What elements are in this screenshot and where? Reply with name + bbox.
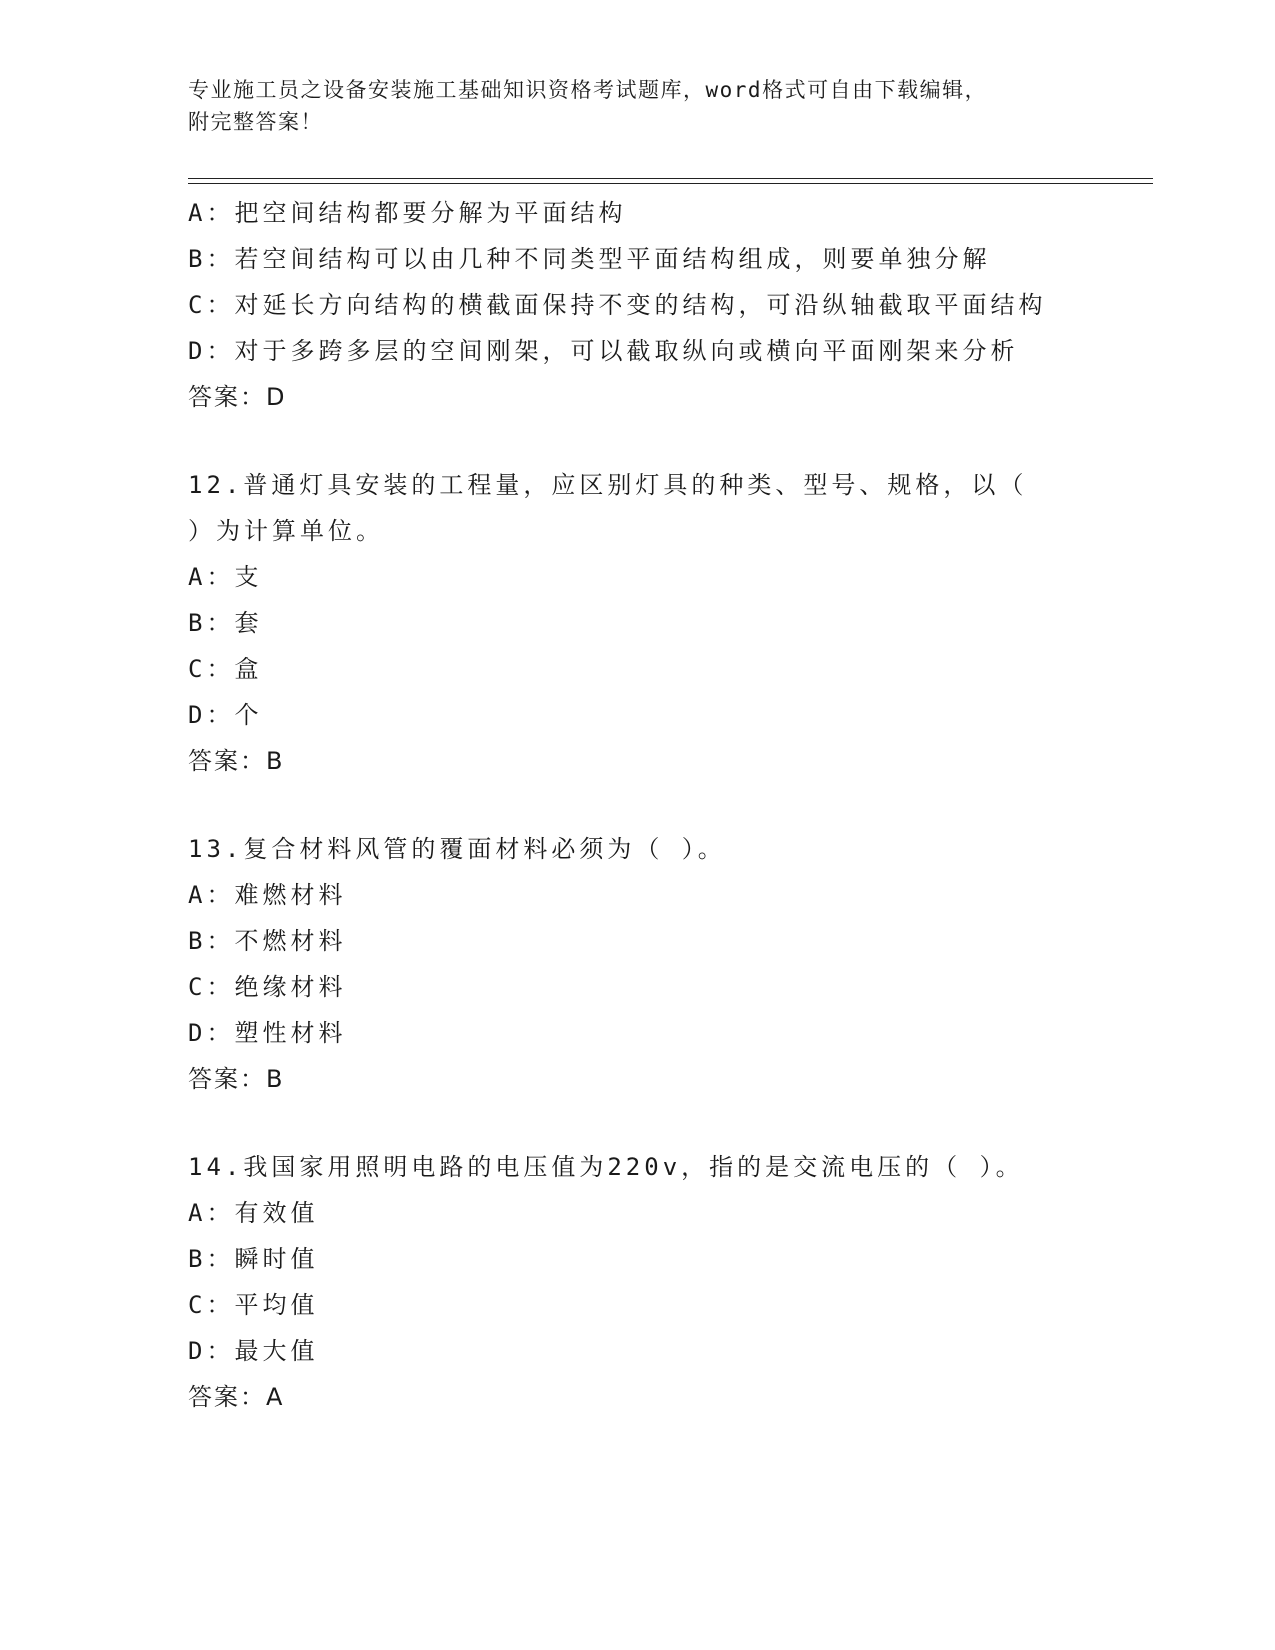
option-a: A：难燃材料 [188,881,347,909]
header-line-1: 专业施工员之设备安装施工基础知识资格考试题库，word格式可自由下载编辑， [188,78,988,102]
question-list [188,190,1088,1420]
header-line-2: 附完整答案！ [188,110,323,134]
option-d: D：最大值 [188,1337,319,1365]
option-a: A：有效值 [188,1199,319,1227]
question-11 [188,190,1088,420]
option-c: C：盒 [188,655,263,683]
option-d: D：塑性材料 [188,1019,347,1047]
question-stem-continued: ）为计算单位。 [188,517,384,545]
spacer [188,1102,1088,1144]
option-b: B：若空间结构可以由几种不同类型平面结构组成，则要单独分解 [188,245,991,273]
option-d: D：个 [188,701,263,729]
spacer [188,784,1088,826]
header-divider-bottom [188,183,1153,184]
question-14 [188,1144,1088,1420]
option-b: B：不燃材料 [188,927,347,955]
document-header [188,74,1088,138]
question-stem: 12.普通灯具安装的工程量，应区别灯具的种类、型号、规格，以（ [188,471,1028,499]
option-a: A：把空间结构都要分解为平面结构 [188,199,627,227]
option-d: D：对于多跨多层的空间刚架，可以截取纵向或横向平面刚架来分析 [188,337,1019,365]
question-stem: 14.我国家用照明电路的电压值为220v，指的是交流电压的（ ）。 [188,1153,1024,1181]
option-c: C：平均值 [188,1291,319,1319]
option-c: C：绝缘材料 [188,973,347,1001]
option-b: B：瞬时值 [188,1245,319,1273]
header-divider-top [188,178,1153,179]
option-c: C：对延长方向结构的横截面保持不变的结构，可沿纵轴截取平面结构 [188,291,1047,319]
option-b: B：套 [188,609,263,637]
question-12 [188,462,1088,784]
spacer [188,420,1088,462]
answer: 答案：A [188,1383,285,1411]
answer: 答案：D [188,383,287,411]
answer: 答案：B [188,1065,285,1093]
answer: 答案：B [188,747,285,775]
question-stem: 13.复合材料风管的覆面材料必须为（ ）。 [188,835,726,863]
option-a: A：支 [188,563,263,591]
question-13 [188,826,1088,1102]
